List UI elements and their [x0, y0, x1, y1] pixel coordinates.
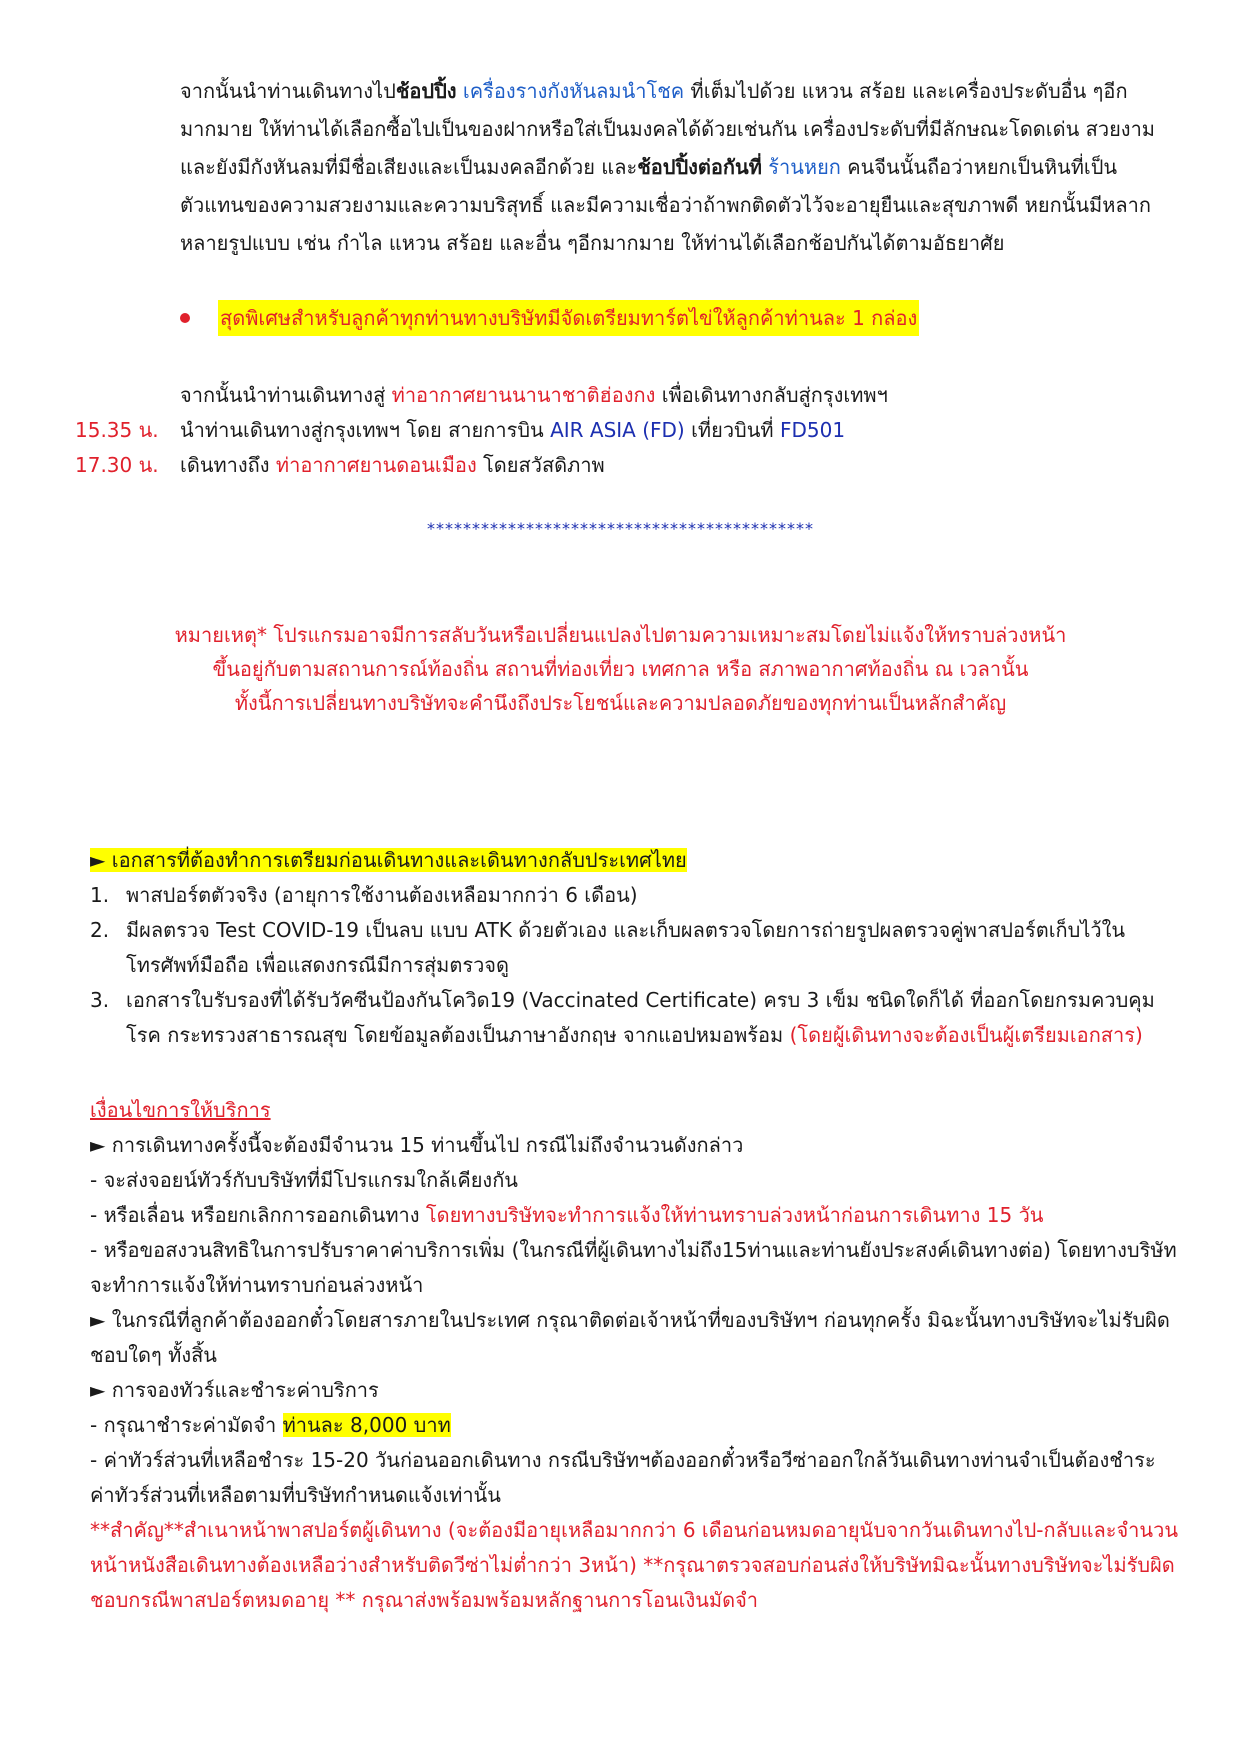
cond-text: - หรือเลื่อน หรือยกเลิกการออกเดินทาง [90, 1203, 426, 1227]
conditions-heading: เงื่อนไขการให้บริการ [90, 1098, 271, 1122]
itinerary-line-3 [180, 451, 605, 479]
itinerary-text: เพื่อเดินทางกลับสู่กรุงเทพฯ [655, 383, 888, 407]
donmueang-airport: ท่าอากาศยานดอนเมือง [275, 453, 477, 477]
list-text-red: (โดยผู้เดินทางจะต้องเป็นผู้เตรียมเอกสาร) [789, 1023, 1143, 1047]
list-item [90, 878, 1180, 913]
intro-paragraph [180, 72, 1170, 262]
documents-section [90, 843, 1180, 1053]
itinerary-text: เดินทางถึง [180, 453, 276, 477]
documents-heading: ► เอกสารที่ต้องทำการเตรียมก่อนเดินทางและเดินทางกลับประเทศไทย [90, 848, 687, 872]
itinerary-text: นำท่านเดินทางสู่กรุงเทพฯ โดย สายการบิน [180, 418, 551, 442]
shopping-continue-bold: ช้อปปิ้งต่อกันที่ [637, 155, 762, 179]
intro-text-1: จากนั้นนำท่านเดินทางไป [180, 79, 396, 103]
flight-number: FD501 [779, 418, 846, 442]
cond-text: - กรุณาชำระค่ามัดจำ [90, 1413, 283, 1437]
time-1730: 17.30 น. [75, 453, 159, 477]
list-text: พาสปอร์ตตัวจริง (อายุการใช้งานต้องเหลือมากกว่า 6 เดือน) [126, 883, 638, 907]
itinerary-text: โดยสวัสดิภาพ [476, 453, 605, 477]
cond-line-7 [90, 1408, 1180, 1443]
list-text-main: เอกสารใบรับรองที่ได้รับวัคซีนป้องกันโควิด19 (Vaccinated Certificate) ครบ 3 เข็ม ชนิดใดก็ได้ ที่ออกโดยกรมควบคุมโรค กระทรวงสาธารณสุข โดยข้อมูลต้องเป็นภาษาอังกฤษ จากแอปหมอพร้อม [126, 988, 1155, 1047]
time-1535: 15.35 น. [75, 418, 159, 442]
list-number: 2. [90, 918, 110, 942]
list-number: 1. [90, 883, 110, 907]
special-offer [180, 300, 919, 336]
deposit-amount: ท่านละ 8,000 บาท [282, 1413, 451, 1437]
conditions-section [90, 1093, 1180, 1618]
shopping-bold: ช้อปปิ้ง [395, 79, 457, 103]
intro-text-3: คนจีนนั้นถือว่าหยกเป็นหินที่เป็นตัวแทนของความสวยงามและความบริสุทธิ์ และมีความเชื่อว่าถ้าพกติดตัวไว้จะอายุยืนและสุขภาพดี หยกนั้นมีหลากหลายรูปแบบ เช่น กำไล แหวน สร้อย และอื่น ๆอีกมากมาย ให้ท่านได้เลือกช้อปกันได้ตามอัธยาศัย [180, 155, 1152, 255]
itinerary-text: เที่ยวบินที่ [684, 418, 780, 442]
cond-line-1: ► การเดินทางครั้งนี้จะต้องมีจำนวน 15 ท่านขึ้นไป กรณีไม่ถึงจำนวนดังกล่าว [90, 1133, 744, 1157]
itinerary-text: จากนั้นนำท่านเดินทางสู่ [180, 383, 392, 407]
airline: AIR ASIA (FD) [550, 418, 685, 442]
remark-line-2: ขึ้นอยู่กับตามสถานการณ์ท้องถิ่น สถานที่ท่องเที่ยว เทศกาล หรือ สภาพอากาศท้องถิ่น ณ เวลานั้น [212, 657, 1029, 681]
remark-line-3: ทั้งนี้การเปลี่ยนทางบริษัทจะคำนึงถึงประโยชน์และความปลอดภัยของทุกท่านเป็นหลักสำคัญ [234, 691, 1007, 715]
cond-line-6: ► การจองทัวร์และชำระค่าบริการ [90, 1378, 379, 1402]
list-text [126, 983, 1180, 1053]
windmill-charm-shop: เครื่องรางกังหันลมนำโชค [456, 79, 685, 103]
remark-line-1: หมายเหตุ* โปรแกรมอาจมีการสลับวันหรือเปลี่ยนแปลงไปตามความเหมาะสมโดยไม่แจ้งให้ทราบล่วงหน้า [174, 623, 1067, 647]
list-item [90, 913, 1180, 983]
intro-text-2: ที่เต็มไปด้วย แหวน สร้อย และเครื่องประดับอื่น ๆอีกมากมาย ให้ท่านได้เลือกซื้อไปเป็นของฝากหรือใส่เป็นมงคลได้ด้วยเช่นกัน เครื่องประดับที่มีลักษณะโดดเด่น สวยงาม และยังมีกังหันลมที่มีชื่อเสียงและเป็นมงคลอีกด้วย และ [180, 79, 1155, 179]
hk-airport: ท่าอากาศยานนานาชาติฮ่องกง [391, 383, 656, 407]
list-item [90, 983, 1180, 1053]
itinerary-line-2 [180, 416, 845, 444]
itinerary-line-1 [180, 381, 888, 409]
list-number: 3. [90, 988, 110, 1012]
cond-important: **สำคัญ**สำเนาหน้าพาสปอร์ตผู้เดินทาง (จะต้องมีอายุเหลือมากกว่า 6 เดือนก่อนหมดอายุนับจากวันเดินทางไป-กลับและจำนวนหน้าหนังสือเดินทางต้องเหลือว่างสำหรับติดวีซ่าไม่ต่ำกว่า 3หน้า) **กรุณาตรวจสอบก่อนส่งให้บริษัทมิฉะนั้นทางบริษัทจะไม่รับผิดชอบกรณีพาสปอร์ตหมดอายุ ** กรุณาส่งพร้อมพร้อมหลักฐานการโอนเงินมัดจำ [90, 1518, 1178, 1612]
divider-stars: ******************************************* [427, 519, 814, 538]
cond-line-3 [90, 1198, 1180, 1233]
cond-red-text: โดยทางบริษัทจะทำการแจ้งให้ท่านทราบล่วงหน้าก่อนการเดินทาง 15 วัน [425, 1203, 1044, 1227]
cond-line-4: - หรือขอสงวนสิทธิในการปรับราคาค่าบริการเพิ่ม (ในกรณีที่ผู้เดินทางไม่ถึง15ท่านและท่านยังประสงค์เดินทางต่อ) โดยทางบริษัทจะทำการแจ้งให้ท่านทราบก่อนล่วงหน้า [90, 1238, 1177, 1297]
remark-note [0, 618, 1241, 720]
cond-line-2: - จะส่งจอยน์ทัวร์กับบริษัทที่มีโปรแกรมใกล้เคียงกัน [90, 1168, 518, 1192]
cond-line-5: ► ในกรณีที่ลูกค้าต้องออกตั๋วโดยสารภายในประเทศ กรุณาติดต่อเจ้าหน้าที่ของบริษัทฯ ก่อนทุกครั้ง มิฉะนั้นทางบริษัทจะไม่รับผิดชอบใดๆ ทั้งสิ้น [90, 1308, 1170, 1367]
special-offer-text: สุดพิเศษสำหรับลูกค้าทุกท่านทางบริษัทมีจัดเตรียมทาร์ตไข่ให้ลูกค้าท่านละ 1 กล่อง [218, 300, 919, 336]
jade-shop: ร้านหยก [761, 155, 841, 179]
cond-line-8: - ค่าทัวร์ส่วนที่เหลือชำระ 15-20 วันก่อนออกเดินทาง กรณีบริษัทฯต้องออกตั๋วหรือวีซ่าออกใกล้วันเดินทางท่านจำเป็นต้องชำระค่าทัวร์ส่วนที่เหลือตามที่บริษัทกำหนดแจ้งเท่านั้น [90, 1448, 1156, 1507]
bullet-dot-icon [180, 313, 190, 323]
list-text: มีผลตรวจ Test COVID-19 เป็นลบ แบบ ATK ด้วยตัวเอง และเก็บผลตรวจโดยการถ่ายรูปผลตรวจคู่พาสปอร์ตเก็บไว้ในโทรศัพท์มือถือ เพื่อแสดงกรณีมีการสุ่มตรวจดู [126, 918, 1126, 977]
